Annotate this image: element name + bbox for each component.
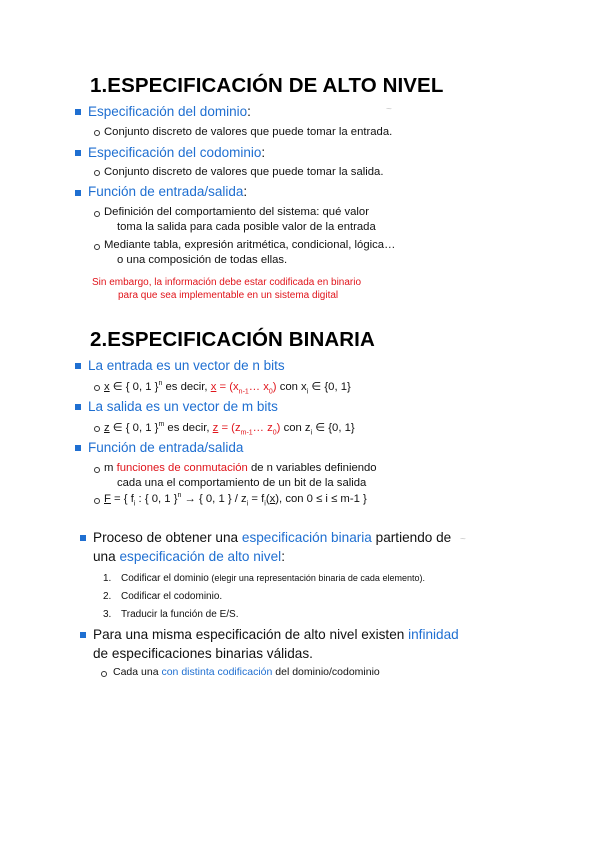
vector-z: z — [212, 422, 219, 434]
text: m — [104, 462, 117, 474]
scan-mark: ~ — [460, 534, 466, 545]
bullet-square-icon — [75, 404, 81, 410]
step-2: Codificar el codominio. — [121, 591, 223, 602]
bullet-salida: La salida es un vector de m bits — [88, 399, 278, 414]
colon: : — [261, 145, 266, 160]
text: ), con 0 ≤ i ≤ m-1 } — [275, 493, 367, 505]
text: … z — [252, 422, 273, 434]
sub-mediante-1: Mediante tabla, expresión aritmética, condicional, lógica… — [104, 239, 396, 251]
text: es decir, — [164, 422, 213, 434]
text: : { 0, 1 } — [135, 493, 178, 505]
vector-f: F — [104, 493, 111, 505]
scan-mark: ~ — [386, 104, 392, 115]
entrada-def — [104, 380, 351, 396]
step-number: 1. — [103, 573, 112, 584]
text: ) — [276, 422, 281, 434]
bullet-circle-icon — [94, 385, 100, 391]
exp: n — [177, 492, 182, 500]
bullet-square-icon — [75, 445, 81, 451]
bullet-label: Especificación del codominio — [88, 145, 262, 160]
step-text: Codificar el dominio — [121, 573, 209, 584]
note-line-2: para que sea implementable en un sistema digital — [118, 290, 339, 301]
sub: m-1 — [240, 429, 253, 437]
text: de n variables definiendo — [247, 462, 377, 474]
bullet-square-icon — [75, 190, 81, 196]
formula-f — [104, 492, 367, 508]
text: = { f — [110, 493, 134, 505]
bullet-square-icon — [75, 363, 81, 369]
text: = (x — [216, 381, 239, 393]
bullet-square-icon — [75, 150, 81, 156]
step-number: 2. — [103, 591, 112, 602]
bullet-codominio — [88, 145, 265, 160]
bullet-circle-icon — [94, 426, 100, 432]
bullet-circle-icon — [94, 244, 100, 250]
funciones-line-2: cada una el comportamiento de un bit de la salida — [117, 477, 367, 489]
exp: m — [158, 421, 165, 429]
text: Proceso de obtener una — [93, 530, 242, 545]
infinidad: infinidad — [408, 627, 459, 642]
proceso-line-2 — [93, 549, 285, 564]
bullet-label: Función de entrada/salida — [88, 184, 244, 199]
especificacion-alto-nivel: especificación de alto nivel — [119, 549, 282, 564]
text: con z — [280, 422, 311, 434]
vector-x: x — [104, 381, 110, 393]
sub-definicion-1: Definición del comportamiento del sistema: qué valor — [104, 206, 369, 218]
text: del dominio/codominio — [272, 666, 380, 678]
colon: : — [243, 184, 248, 199]
bullet-funcion-es-binaria: Función de entrada/salida — [88, 440, 244, 455]
infinidad-line-1 — [93, 627, 459, 642]
colon: : — [281, 549, 285, 564]
text: una — [93, 549, 120, 564]
sub: 0 — [268, 388, 273, 396]
text: … x — [248, 381, 269, 393]
text: ( — [265, 493, 270, 505]
vector-x: x — [269, 493, 276, 505]
bullet-circle-icon — [94, 498, 100, 504]
text: es decir, — [162, 381, 211, 393]
bullet-circle-icon — [94, 130, 100, 136]
section-title-alto-nivel: 1.ESPECIFICACIÓN DE ALTO NIVEL — [90, 74, 444, 97]
text: ∈ { 0, 1 } — [109, 422, 159, 434]
step-extra: (elegir una representación binaria de cada elemento). — [208, 573, 425, 583]
proceso-line-1 — [93, 530, 451, 545]
bullet-square-icon — [80, 535, 86, 541]
bullet-circle-icon — [94, 170, 100, 176]
bullet-circle-icon — [94, 211, 100, 217]
text: Cada una — [113, 666, 162, 678]
text: ∈ { 0, 1 } — [109, 381, 159, 393]
sub: 0 — [272, 429, 277, 437]
text: ∈ {0, 1} — [308, 381, 351, 393]
bullet-label: Especificación del dominio — [88, 104, 248, 119]
vector-x: x — [210, 381, 217, 393]
sub: i — [264, 500, 266, 508]
salida-def — [104, 421, 355, 437]
exp: n — [158, 380, 163, 388]
sub: i — [133, 500, 136, 508]
bullet-entrada: La entrada es un vector de n bits — [88, 358, 285, 373]
sub: i — [306, 388, 309, 396]
infinidad-line-2: de especificaciones binarias válidas. — [93, 646, 313, 661]
text: = f — [248, 493, 265, 505]
colon: : — [247, 104, 251, 119]
sub: i — [246, 500, 249, 508]
funciones-line-1 — [104, 462, 377, 474]
vector-z: z — [104, 422, 110, 434]
funciones-conmutacion: funciones de conmutación — [116, 462, 248, 474]
sub-dominio: Conjunto discreto de valores que puede tomar la entrada. — [104, 126, 393, 138]
sub-mediante-2: o una composición de todas ellas. — [117, 254, 288, 266]
text: → { 0, 1 } / z — [181, 493, 247, 505]
text: Para una misma especificación de alto nivel existen — [93, 627, 409, 642]
especificacion-binaria: especificación binaria — [241, 530, 372, 545]
bullet-square-icon — [80, 632, 86, 638]
sub: n-1 — [238, 388, 249, 396]
text: partiendo de — [371, 530, 452, 545]
sub-definicion-2: toma la salida para cada posible valor de la entrada — [117, 221, 376, 233]
sub: i — [310, 429, 313, 437]
note-line-1: Sin embargo, la información debe estar codificada en binario — [92, 277, 362, 288]
sub-codominio: Conjunto discreto de valores que puede tomar la salida. — [104, 166, 384, 178]
distinta-codificacion: con distinta codificación — [161, 666, 273, 678]
bullet-dominio — [88, 104, 251, 119]
bullet-square-icon — [75, 109, 81, 115]
step-number: 3. — [103, 609, 112, 620]
bullet-circle-icon — [94, 467, 100, 473]
step-1 — [121, 573, 425, 584]
text: = (z — [218, 422, 241, 434]
text: ∈ {0, 1} — [312, 422, 355, 434]
bullet-circle-icon — [101, 671, 107, 677]
text: ) — [272, 381, 277, 393]
step-3: Traducir la función de E/S. — [121, 609, 239, 620]
section-title-binaria: 2.ESPECIFICACIÓN BINARIA — [90, 328, 375, 351]
cada-una — [113, 666, 380, 678]
bullet-funcion-es — [88, 184, 247, 199]
text: con x — [276, 381, 307, 393]
